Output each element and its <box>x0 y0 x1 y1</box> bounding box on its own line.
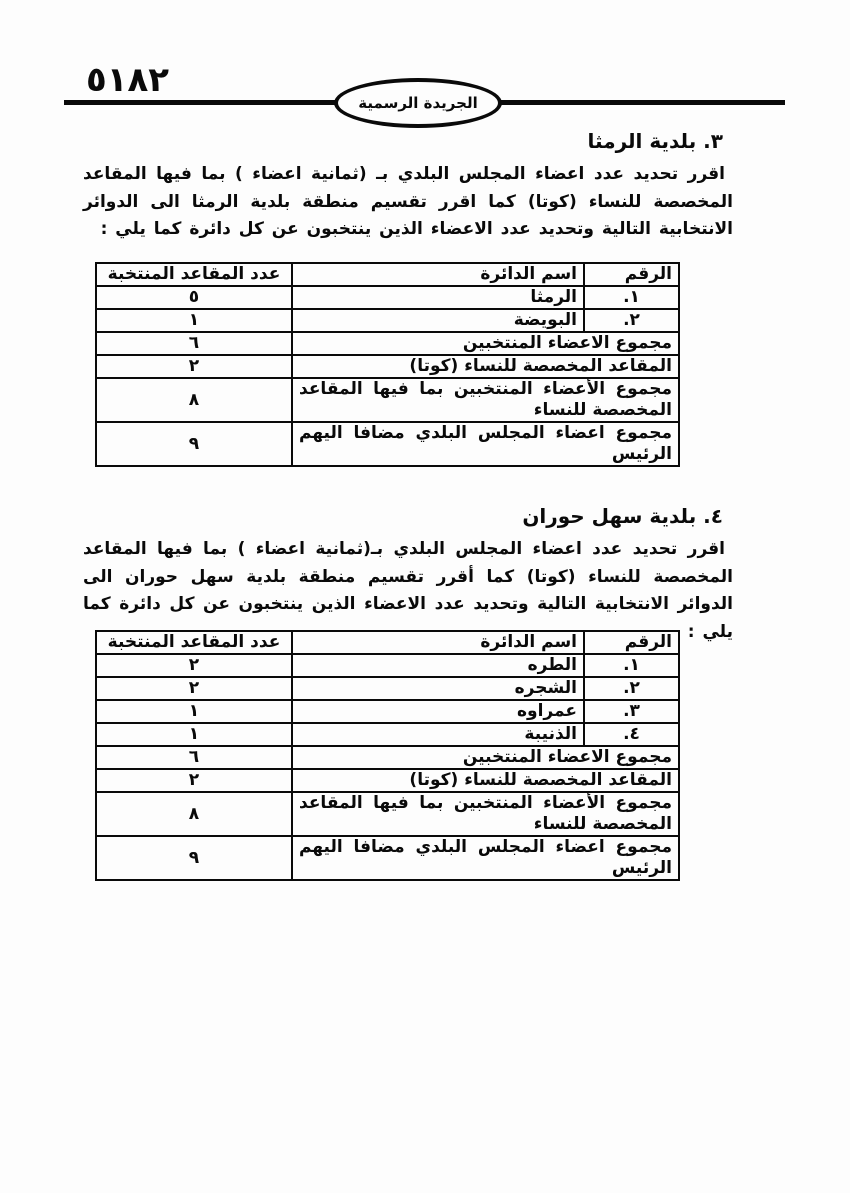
summary-row <box>96 836 679 880</box>
summary-value: ٨ <box>96 378 292 422</box>
summary-value: ٦ <box>96 332 292 355</box>
section-paragraph-ramtha: اقرر تحديد عدد اعضاء المجلس البلدي بـ (ثمانية اعضاء ) بما فيها المقاعد المخصصة للنساء (كوتا) كما اقرر تقسيم منطقة بلدية الرمثا الى الدوائر الانتخابية التالية وتحديد عدد الاعضاء الذين ينتخبون عن كل دائرة كما يلي : <box>83 164 733 239</box>
col-header-number: الرقم <box>584 631 679 654</box>
summary-row <box>96 378 679 422</box>
col-header-seats: عدد المقاعد المنتخبة <box>96 631 292 654</box>
cell-district-name: الرمثا <box>292 286 584 309</box>
summary-label: مجموع الأعضاء المنتخبين بما فيها المقاعد المخصصة للنساء <box>292 378 679 422</box>
cell-district-name: الشجره <box>292 677 584 700</box>
cell-row-number: ٤. <box>584 723 679 746</box>
district-row <box>96 286 679 309</box>
summary-row <box>96 746 679 769</box>
summary-label: المقاعد المخصصة للنساء (كوتا) <box>292 355 679 378</box>
cell-seats-count: ١ <box>96 700 292 723</box>
summary-value: ٨ <box>96 792 292 836</box>
summary-value: ٢ <box>96 355 292 378</box>
col-header-district: اسم الدائرة <box>292 631 584 654</box>
cell-district-name: الذنيبة <box>292 723 584 746</box>
col-header-number: الرقم <box>584 263 679 286</box>
cell-row-number: ١. <box>584 286 679 309</box>
section-title-sahl-horan: ٤. بلدية سهل حوران <box>522 504 723 528</box>
summary-row <box>96 332 679 355</box>
summary-value: ٩ <box>96 422 292 466</box>
summary-row <box>96 792 679 836</box>
summary-row <box>96 422 679 466</box>
gazette-oval <box>334 78 502 128</box>
cell-district-name: البويضة <box>292 309 584 332</box>
district-row <box>96 677 679 700</box>
district-row <box>96 654 679 677</box>
gazette-title: الجريدة الرسمية <box>358 94 478 112</box>
summary-row <box>96 355 679 378</box>
section-title-ramtha: ٣. بلدية الرمثا <box>587 129 723 153</box>
summary-label: مجموع اعضاء المجلس البلدي مضافا اليهم الرئيس <box>292 422 679 466</box>
districts-table-sahl-horan <box>95 630 680 881</box>
col-header-district: اسم الدائرة <box>292 263 584 286</box>
summary-label: مجموع اعضاء المجلس البلدي مضافا اليهم الرئيس <box>292 836 679 880</box>
cell-row-number: ١. <box>584 654 679 677</box>
cell-row-number: ٣. <box>584 700 679 723</box>
summary-label: مجموع الاعضاء المنتخبين <box>292 332 679 355</box>
table-header-row <box>96 631 679 654</box>
table-header-row <box>96 263 679 286</box>
cell-district-name: الطره <box>292 654 584 677</box>
cell-seats-count: ١ <box>96 309 292 332</box>
summary-label: المقاعد المخصصة للنساء (كوتا) <box>292 769 679 792</box>
districts-table-ramtha <box>95 262 680 467</box>
summary-label: مجموع الأعضاء المنتخبين بما فيها المقاعد المخصصة للنساء <box>292 792 679 836</box>
section-paragraph-sahl-horan: اقرر تحديد عدد اعضاء المجلس البلدي بـ(ثمانية اعضاء ) بما فيها المقاعد المخصصة للنساء (كوتا) كما أقرر تقسيم منطقة بلدية سهل حوران الى الدوائر الانتخابية التالية وتحديد عدد الاعضاء الذين ينتخبون عن كل دائرة كما يلي : <box>83 539 733 642</box>
summary-value: ٢ <box>96 769 292 792</box>
summary-label: مجموع الاعضاء المنتخبين <box>292 746 679 769</box>
cell-row-number: ٢. <box>584 309 679 332</box>
cell-seats-count: ٥ <box>96 286 292 309</box>
cell-seats-count: ٢ <box>96 654 292 677</box>
district-row <box>96 723 679 746</box>
cell-seats-count: ١ <box>96 723 292 746</box>
district-row <box>96 309 679 332</box>
district-row <box>96 700 679 723</box>
cell-row-number: ٢. <box>584 677 679 700</box>
summary-value: ٩ <box>96 836 292 880</box>
cell-seats-count: ٢ <box>96 677 292 700</box>
summary-value: ٦ <box>96 746 292 769</box>
cell-district-name: عمراوه <box>292 700 584 723</box>
summary-row <box>96 769 679 792</box>
col-header-seats: عدد المقاعد المنتخبة <box>96 263 292 286</box>
page-number: ٥١٨٢ <box>86 60 170 100</box>
